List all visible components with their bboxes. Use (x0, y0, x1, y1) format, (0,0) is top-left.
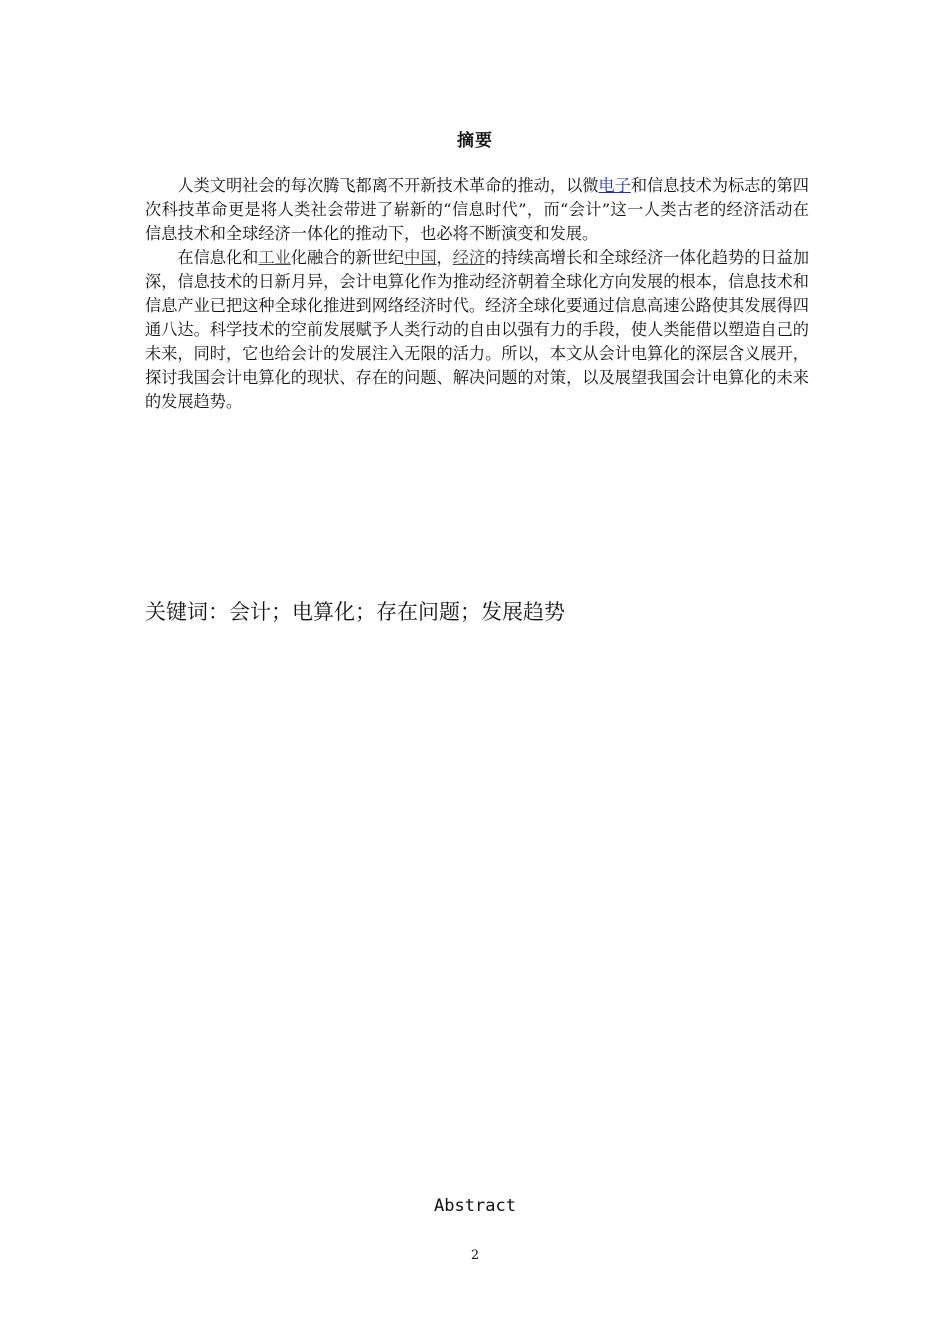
keywords-line: 关键词：会计；电算化；存在问题；发展趋势 (145, 600, 565, 624)
paragraph-2-text-a: 在信息化和 (177, 248, 259, 267)
abstract-heading-cn: 摘要 (457, 131, 493, 151)
link-dianzi[interactable]: 电子 (598, 176, 631, 195)
link-zhongguo[interactable]: 中国 (404, 248, 437, 267)
abstract-body (145, 174, 809, 414)
paragraph-1 (145, 174, 809, 246)
paragraph-2-text-d: 的持续高增长和全球经济一体化趋势的日益加深，信息技术的日新月异，会计电算化作为推动经济朝着全球化方向发展的根本，信息技术和信息产业已把这种全球化推进到网络经济时代。经济全球化要通过信息高速公路使其发展得四通八达。科学技术的空前发展赋予人类行动的自由以强有力的手段，使人类能借以塑造自己的未来，同时，它也给会计的发展注入无限的活力。所以，本文从会计电算化的深层含义展开，探讨我国会计电算化的现状、存在的问题、解决问题的对策，以及展望我国会计电算化的未来的发展趋势。 (145, 248, 810, 411)
link-gongye[interactable]: 工业 (258, 248, 291, 267)
paragraph-1-text-a: 人类文明社会的每次腾飞都离不开新技术革命的推动，以微 (177, 176, 599, 195)
link-jingji[interactable]: 经济 (452, 248, 486, 267)
paragraph-1-text-b: 和信息技术为标志的第四次科技革命更是将人类社会带进了崭新的“信息时代”，而“会计”这一人类古老的经济活动在信息技术和全球经济一体化的推动下，也必将不断演变和发展。 (145, 176, 809, 243)
paragraph-2-text-c: ， (436, 248, 453, 267)
abstract-heading-en: Abstract (434, 1196, 516, 1216)
page-number: 2 (470, 1248, 480, 1263)
paragraph-2 (145, 246, 809, 414)
paragraph-2-text-b: 化融合的新世纪 (290, 248, 405, 267)
